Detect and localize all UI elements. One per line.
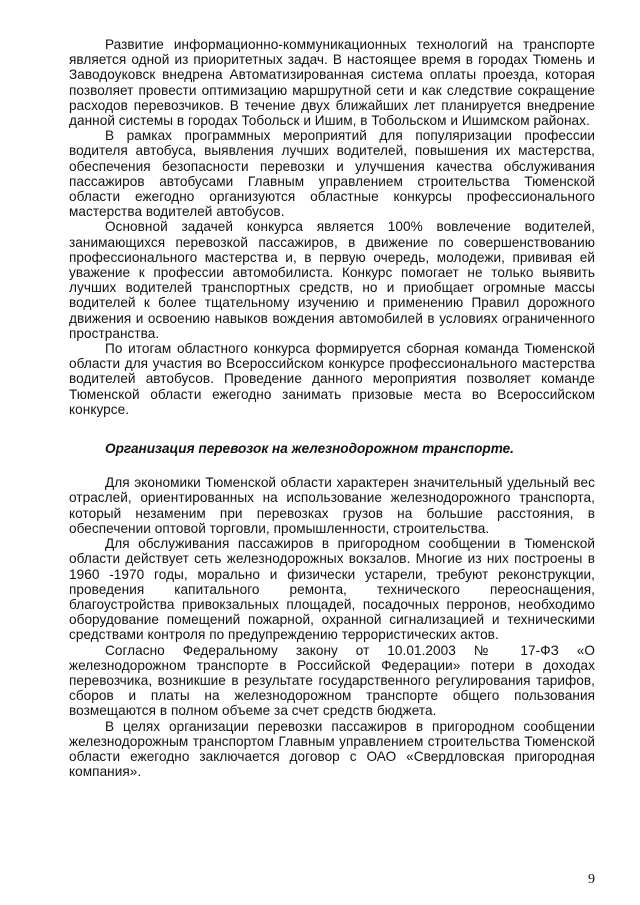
section-heading-rail-transport: Организация перевозок на железнодорожном транспорте. [105,441,514,457]
paragraph-contest-goal: Основной задачей конкурса является 100% вовлечение водителей, занимающихся перевозкой пассажиров, в движение по совершенствованию профессионального мастерства и, в первую очередь, молодежи, прививая ей уважение к профессии автомобилиста. Конкурс помогает не только выявить лучших водителей транспортных средств, но и приобщает огромные массы водителей к более тщательному изучению и применению Правил дорожного движения и освоению навыков вождения автомобилей в условиях ограниченного пространства. [69,219,595,341]
paragraph-suburban-contract: В целях организации перевозки пассажиров в пригородном сообщении железнодорожным транспортом Главным управлением строительства Тюменской области ежегодно заключается договор с ОАО «Свердловская пригородная компания». [69,718,595,780]
paragraph-driver-contests: В рамках программных мероприятий для популяризации профессии водителя автобуса, выявления лучших водителей, повышения их мастерства, обеспечения безопасности перевозки и улучшения качества обслуживания пассажиров автобусами Главным управлением строительства Тюменской области ежегодно организуются областные конкурсы профессионального мастерства водителей автобусов. [69,128,595,220]
paragraph-regional-team: По итогам областного конкурса формируется сборная команда Тюменской области для участия во Всероссийском конкурсе профессионального мастерства водителей автобусов. Проведение данного мероприятия позволяет команде Тюменской области ежегодно занимать призовые места во Всероссийском конкурсе. [69,341,595,417]
page-number: 9 [588,872,595,887]
paragraph-rail-economy: Для экономики Тюменской области характерен значительный удельный вес отраслей, ориентированных на использование железнодорожного транспорта, который незаменим при перевозках грузов на большие расстояния, в обеспечении оптовой торговли, промышленности, строительства. [69,475,595,536]
paragraph-rail-stations: Для обслуживания пассажиров в пригородном сообщении в Тюменской области действует сеть железнодорожных вокзалов. Многие из них построены в 1960 -1970 годы, морально и физически устарели, требуют реконструкции, проведения капитального ремонта, технического переоснащения, благоустройства привокзальных площадей, посадочных перронов, необходимо оборудование помещений пожарной, охранной сигнализацией и техническими средствами контроля по предупреждению террористических актов. [69,536,595,643]
paragraph-federal-law: Согласно Федеральному закону от 10.01.2003 № 17-ФЗ «О железнодорожном транспорте в Российской Федерации» потери в доходах перевозчика, возникшие в результате государственного регулирования тарифов, сборов и платы на железнодорожном транспорте общего пользования возмещаются в полном объеме за счет средств бюджета. [69,642,595,719]
paragraph-its-payment-system: Развитие информационно-коммуникационных технологий на транспорте является одной из приоритетных задач. В настоящее время в городах Тюмень и Заводоуковск внедрена Автоматизированная система оплаты проезда, которая позволяет провести оптимизацию маршрутной сети и как следствие сокращение расходов перевозчиков. В течение двух ближайших лет планируется внедрение данной системы в городах Тобольск и Ишим, в Тобольском и Ишимском районах. [69,37,595,129]
document-body [69,37,595,779]
